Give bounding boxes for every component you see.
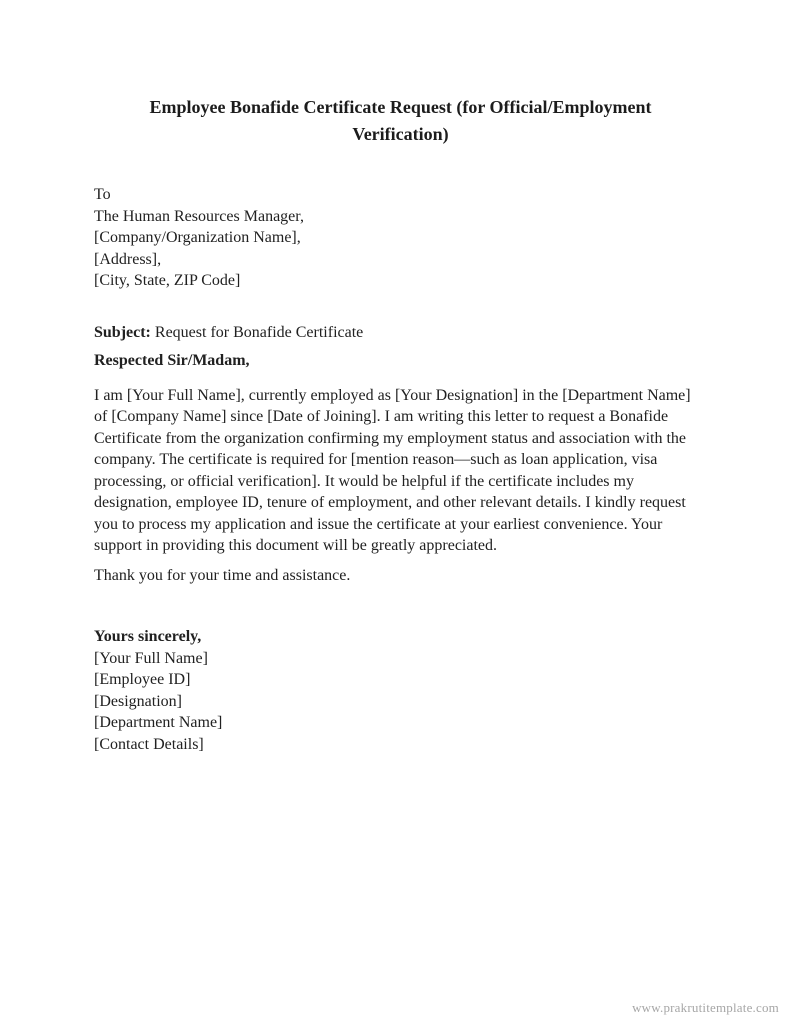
subject-label: Subject: bbox=[94, 323, 151, 341]
recipient-line-address: [Address], bbox=[94, 250, 162, 268]
closing-label: Yours sincerely, bbox=[94, 628, 202, 645]
recipient-line-manager: The Human Resources Manager, bbox=[94, 207, 304, 225]
subject-line bbox=[94, 322, 707, 344]
recipient-line-city: [City, State, ZIP Code] bbox=[94, 272, 241, 289]
closing-block bbox=[94, 626, 707, 755]
body-paragraph: I am [Your Full Name], currently employed as [Your Designation] in the [Department Name] of [Company Name] since [Date of Joining]. I am writing this letter to request a Bonafide Certificate from the organization confirming my employment status and association with the company. The certificate is required for [mention reason—such as loan application, visa processing, or official verification]. It would be helpful if the certificate includes my designation, employee ID, tenure of employment, and other relevant details. I kindly request you to process my application and issue the certificate at your earliest convenience. Your support in providing this document will be greatly appreciated. bbox=[94, 386, 691, 554]
closing-line-contact: [Contact Details] bbox=[94, 735, 204, 753]
thanks-line: Thank you for your time and assistance. bbox=[94, 566, 351, 584]
closing-line-name: [Your Full Name] bbox=[94, 649, 208, 667]
greeting-line: Respected Sir/Madam, bbox=[94, 352, 250, 369]
closing-line-department: [Department Name] bbox=[94, 714, 223, 731]
closing-line-employee-id: [Employee ID] bbox=[94, 671, 191, 688]
recipient-line-company: [Company/Organization Name], bbox=[94, 229, 301, 246]
letter-title: Employee Bonafide Certificate Request (for Official/Employment Verification) bbox=[149, 97, 652, 144]
subject-text: Request for Bonafide Certificate bbox=[154, 323, 364, 341]
footer-watermark: www.prakrutitemplate.com bbox=[632, 1000, 779, 1015]
closing-line-designation: [Designation] bbox=[94, 692, 182, 710]
recipient-to: To bbox=[94, 186, 111, 203]
recipient-block bbox=[94, 184, 707, 292]
